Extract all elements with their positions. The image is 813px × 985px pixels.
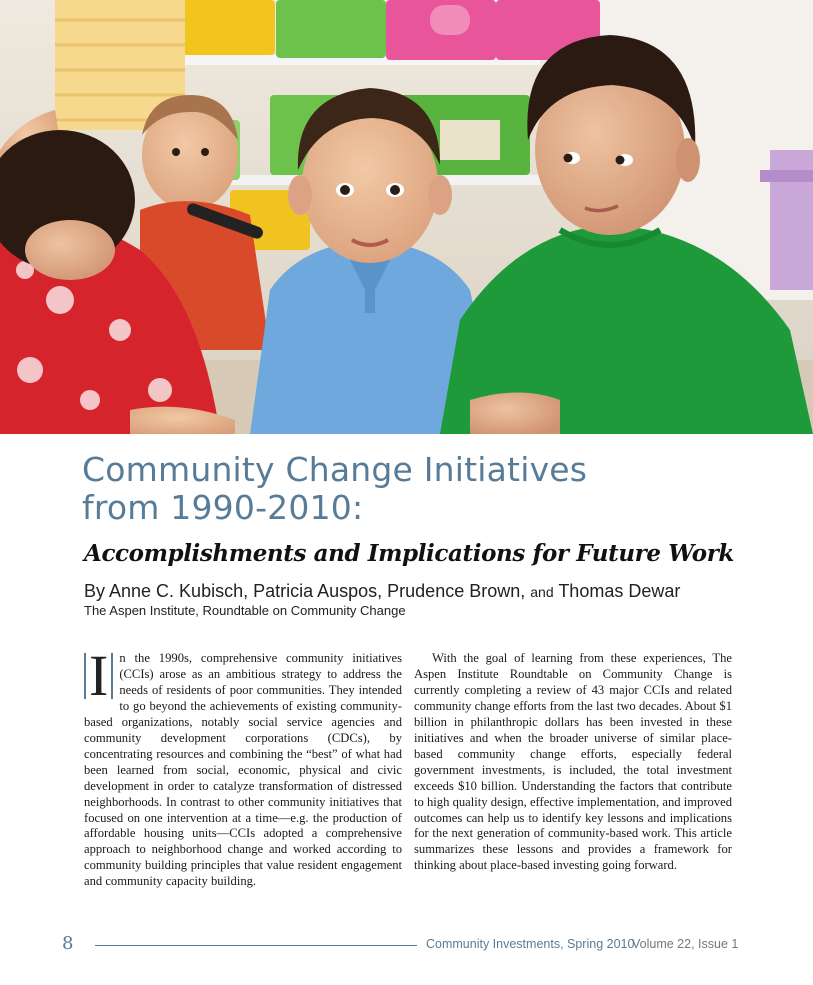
byline-last-author: Thomas Dewar [558, 581, 681, 601]
paragraph-1: n the 1990s, comprehensive community initiatives (CCIs) arose as an ambitious strategy to address the needs of residents of poor communities. They intended to go beyond the achievements of existing community-based organizations, notably social service agencies and community development corporations (CDCs), by concentrating resources and combining the “best” of what had been learned from social, economic, physical and civic development in order to catalyze transformation of distressed neighborhoods. In contrast to other community initiatives that focused on one intervention at a time—e.g. the production of affordable housing units—CCIs adopted a comprehensive approach to neighborhood change and worked according to community building principles that value resident engagement and community capacity building. [84, 651, 402, 889]
footer-rule [95, 945, 417, 946]
body-column-left [84, 643, 402, 890]
footer-publication: Community Investments, Spring 2010 [426, 937, 635, 951]
hero-photo [0, 0, 813, 434]
article-title [82, 451, 782, 527]
drop-cap: I [84, 653, 113, 699]
byline-authors: By Anne C. Kubisch, Patricia Auspos, Prudence Brown, [84, 581, 526, 601]
page-number: 8 [62, 933, 74, 954]
footer-volume: Volume 22, Issue 1 [632, 937, 739, 951]
author-byline [84, 578, 680, 605]
byline-and: and [530, 584, 554, 600]
children-playroom-image [0, 0, 813, 434]
article-subtitle: Accomplishments and Implications for Future Work [84, 540, 734, 567]
body-column-right [414, 651, 732, 874]
paragraph-2: With the goal of learning from these experiences, The Aspen Institute Roundtable on Community Change is currently completing a review of 43 major CCIs and related community change efforts from the last two decades. About $1 billion in philanthropic dollars has been invested in these initiatives and when the broader universe of similar place-based community change efforts, especially federal government investments, is included, the total investment exceeds $10 billion. Understanding the factors that contribute to high quality design, effective implementation, and improved outcomes can help us to identify key lessons and implications for the next generation of community-based work. This article summarizes these lessons and provides a framework for thinking about place-based investing going forward. [414, 651, 732, 873]
title-line-2: from 1990-2010: [82, 488, 364, 527]
title-line-1: Community Change Initiatives [82, 450, 588, 489]
author-affiliation: The Aspen Institute, Roundtable on Community Change [84, 603, 406, 618]
